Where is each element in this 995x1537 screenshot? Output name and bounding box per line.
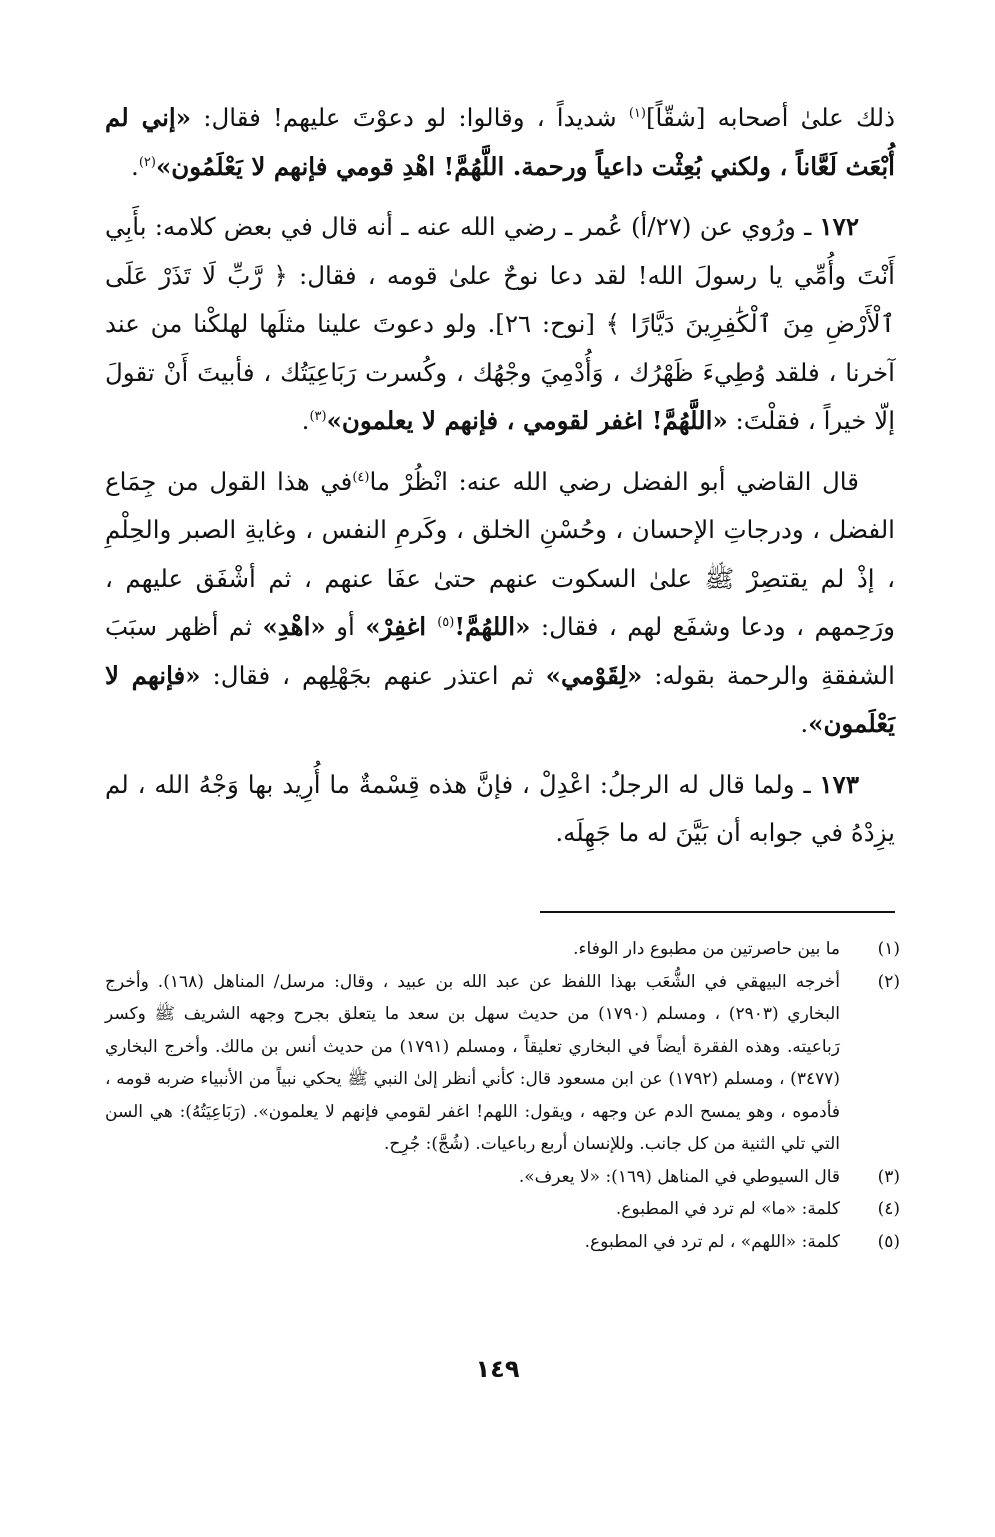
paragraph-commentary bbox=[105, 458, 895, 749]
text-run: ثم أظهر سبَبَ الشفقةِ والرحمة بقوله: bbox=[105, 612, 895, 690]
page-number: ١٤٩ bbox=[475, 1355, 520, 1383]
footnote-number: (٣) bbox=[877, 1166, 900, 1187]
footnote-1 bbox=[105, 933, 900, 966]
text-run: ـ ورُوي عن (٢٧/أ) عُمر ـ رضي الله عنه ـ أنه قال في بعض كلامه: بأَبِي أَنْتَ وأُمِّي يا رسولَ الله! لقد دعا نوحٌ علىٰ قومه ، فقال: ﴿ رَّبِّ لَا تَذَرْ عَلَى ٱلْأَرْضِ مِنَ ٱلْكَٰفِرِينَ دَيَّارًا ﴾ [نوح: ٢٦]. ولو دعوتَ علينا مثلَها لهلكْنا من عند آخرنا ، فلقد وُطِيءَ ظَهْرُك ، وَأُدْمِيَ وجْهُك ، وكُسرت رَبَاعِيَتُك ، فأبيتَ أَنْ تقولَ إلّا خيراً ، فقلْتَ: bbox=[105, 212, 895, 435]
paragraph-172 bbox=[105, 203, 895, 446]
footnote-ref-4: (٤) bbox=[352, 469, 370, 485]
footnote-ref-1: (١) bbox=[628, 105, 646, 121]
footnote-separator bbox=[540, 911, 895, 913]
footnote-text: قال السيوطي في المناهل (١٦٩): «لا يعرف». bbox=[518, 1166, 840, 1187]
footnote-ref-3: (٣) bbox=[309, 408, 327, 424]
footnote-number: (٢) bbox=[877, 971, 900, 992]
footnote-text: كلمة: «اللهم» ، لم ترد في المطبوع. bbox=[584, 1231, 840, 1252]
section-number-173: ١٧٣ bbox=[819, 769, 859, 799]
footnote-ref-5: (٥) bbox=[437, 614, 455, 630]
footnote-number: (١) bbox=[877, 939, 900, 959]
quoted-word: «اللهُمَّ! bbox=[454, 612, 531, 641]
prophet-quote: «اللَّهُمَّ! اغفر لقومي ، فإنهم لا يعلمون» bbox=[326, 406, 728, 435]
footnote-5 bbox=[105, 1226, 900, 1259]
text-run: ثم اعتذر عنهم بجَهْلِهم ، فقال: bbox=[200, 660, 546, 690]
paragraph-1 bbox=[105, 94, 895, 191]
paragraph-173 bbox=[105, 761, 895, 858]
text-run: شديداً ، وقالوا: لو دعوْتَ عليهم! فقال: bbox=[191, 103, 629, 132]
text-run: ذلك علىٰ أصحابه [شقّاً] bbox=[645, 103, 895, 132]
quoted-word: «لِقَوْمي» bbox=[545, 660, 643, 690]
footnote-number: (٤) bbox=[877, 1199, 900, 1219]
text-run: . bbox=[800, 709, 809, 738]
prophet-quote: «إني لم أُبْعَث لَعَّاناً ، ولكني بُعِثْت داعياً ورحمة. اللَّهُمَّ! اهْدِ قومي فإنهم لا يَعْلَمُون» bbox=[105, 103, 895, 181]
section-number-172: ١٧٢ bbox=[819, 212, 859, 241]
footnote-3 bbox=[105, 1161, 900, 1194]
text-run: . bbox=[131, 151, 139, 181]
footnote-4 bbox=[105, 1193, 900, 1226]
text-run: ـ ولما قال له الرجلُ: اعْدِلْ ، فإنَّ هذه قِسْمةٌ ما أُرِيد بها وَجْهُ الله ، لم يزِدْهُ في جوابه أن بَيَّنَ له ما جَهِلَه. bbox=[105, 769, 895, 847]
quoted-word: اغفِرْ» bbox=[365, 612, 438, 641]
text-run: أو bbox=[325, 612, 366, 641]
footnotes bbox=[105, 933, 900, 1258]
main-text bbox=[105, 94, 895, 858]
quoted-word: «اهْدِ» bbox=[262, 612, 326, 641]
footnote-text: كلمة: «ما» لم ترد في المطبوع. bbox=[615, 1199, 840, 1219]
footnote-ref-2: (٢) bbox=[138, 154, 156, 170]
text-run: . bbox=[301, 406, 310, 435]
footnote-text: أخرجه البيهقي في الشُّعَب بهذا اللفظ عن عبد الله بن عبيد ، وقال: مرسل/ المناهل (١٦٨). وأخرج البخاري (٢٩٠٣) ، ومسلم (١٧٩٠) من حديث سهل بن سعد ما يتعلق بجرح وجهه الشريف ﷺ وكسر رَباعيته. وهذه الفقرة أيضاً في البخاري تعليقاً ، ومسلم (١٧٩١) من حديث أنس بن مالك. وأخرج البخاري (٣٤٧٧) ، ومسلم (١٧٩٢) عن ابن مسعود قال: كأني أنظر إلىٰ النبي ﷺ يحكي نبياً من الأنبياء ضربه قومه ، فأدموه ، وهو يمسح الدم عن وجهه ، ويقول: اللهم! اغفر لقومي فإنهم لا يعلمون». (رَبَاعِيَتُهُ): هي السن التي تلي الثنية من كل جانب. وللإنسان أربع رباعيات. (شُجَّ): جُرِح. bbox=[105, 971, 840, 1154]
footnote-text: ما بين حاصرتين من مطبوع دار الوفاء. bbox=[573, 939, 840, 959]
footnote-2 bbox=[105, 966, 900, 1161]
text-run: في هذا القول من جِمَاع الفضل ، ودرجاتِ الإحسان ، وحُسْنِ الخلق ، وكَرمِ النفس ، وغايةِ الصبر والحِلْمِ ، إذْ لم يقتصِرْ ﷺ علىٰ السكوت عنهم حتىٰ عفَا عنهم ، ثم أشْفَق عليهم ، ورَحِمهم ، ودعا وشفَع لهم ، فقال: bbox=[105, 466, 896, 641]
footnote-number: (٥) bbox=[877, 1231, 900, 1252]
quoted-word: «فإنهم لا يَعْلَمون» bbox=[105, 660, 895, 738]
text-run: قال القاضي أبو الفضل رضي الله عنه: انْظُرْ ما bbox=[369, 466, 859, 496]
